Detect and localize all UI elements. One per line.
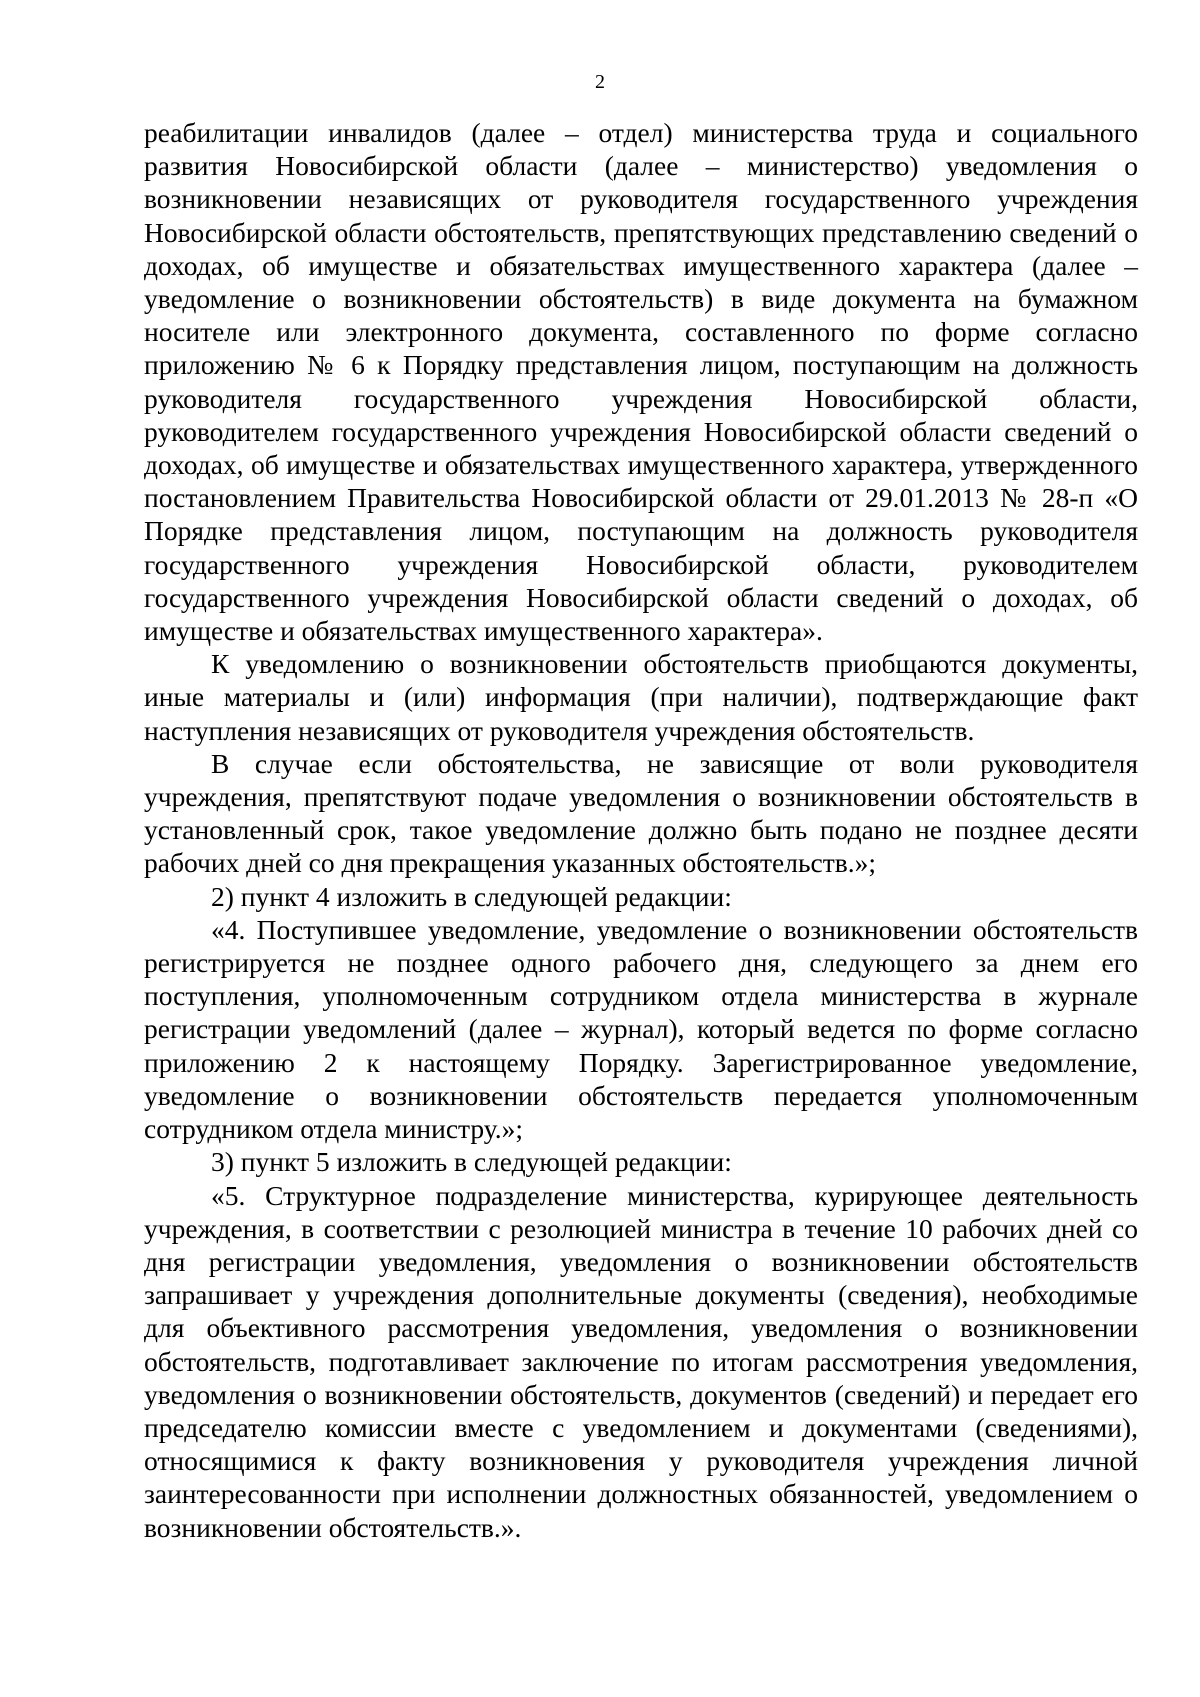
page-number: 2 — [595, 71, 605, 93]
document-body — [144, 116, 1138, 1544]
paragraph-6: 3) пункт 5 изложить в следующей редакции: — [211, 1146, 732, 1178]
paragraph-5: «4. Поступившее уведомление, уведомление о возникновении обстоятельств регистрируется не позднее одного рабочего дня, следующего за днем его поступления, уполномоченным сотрудником отдела министерства в журнале регистрации уведомлений (далее – журнал), который ведется по форме согласно приложению 2 к настоящему Порядку. Зарегистрированное уведомление, уведомление о возникновении обстоятельств передается уполномоченным сотрудником отдела министру.»; — [144, 913, 1138, 1145]
paragraph-4: 2) пункт 4 изложить в следующей редакции: — [211, 880, 732, 912]
paragraph-1: реабилитации инвалидов (далее – отдел) министерства труда и социального развития Новосибирской области (далее – министерство) уведомления о возникновении независящих от руководителя государственного учреждения Новосибирской области обстоятельств, препятствующих представлению сведений о доходах, об имуществе и обязательствах имущественного характера (далее – уведомление о возникновении обстоятельств) в виде документа на бумажном носителе или электронного документа, составленного по форме согласно приложению № 6 к Порядку представления лицом, поступающим на должность руководителя государственного учреждения Новосибирской области, руководителем государственного учреждения Новосибирской области сведений о доходах, об имуществе и обязательствах имущественного характера, утвержденного постановлением Правительства Новосибирской области от 29.01.2013 № 28-п «О Порядке представления лицом, поступающим на должность руководителя государственного учреждения Новосибирской области, руководителем государственного учреждения Новосибирской области сведений о доходах, об имуществе и обязательствах имущественного характера». — [144, 117, 1138, 647]
paragraph-3: В случае если обстоятельства, не зависящие от воли руководителя учреждения, препятствуют подаче уведомления о возникновении обстоятельств в установленный срок, такое уведомление должно быть подано не позднее десяти рабочих дней со дня прекращения указанных обстоятельств.»; — [144, 747, 1138, 879]
paragraph-7: «5. Структурное подразделение министерства, курирующее деятельность учреждения, в соответствии с резолюцией министра в течение 10 рабочих дней со дня регистрации уведомления, уведомления о возникновении обстоятельств запрашивает у учреждения дополнительные документы (сведения), необходимые для объективного рассмотрения уведомления, уведомления о возникновении обстоятельств, подготавливает заключение по итогам рассмотрения уведомления, уведомления о возникновении обстоятельств, документов (сведений) и передает его председателю комиссии вместе с уведомлением и документами (сведениями), относящимися к факту возникновения у руководителя учреждения личной заинтересованности при исполнении должностных обязанностей, уведомлением о возникновении обстоятельств.». — [144, 1179, 1138, 1543]
paragraph-2: К уведомлению о возникновении обстоятельств приобщаются документы, иные материалы и (или) информация (при наличии), подтверждающие факт наступления независящих от руководителя учреждения обстоятельств. — [144, 648, 1138, 746]
